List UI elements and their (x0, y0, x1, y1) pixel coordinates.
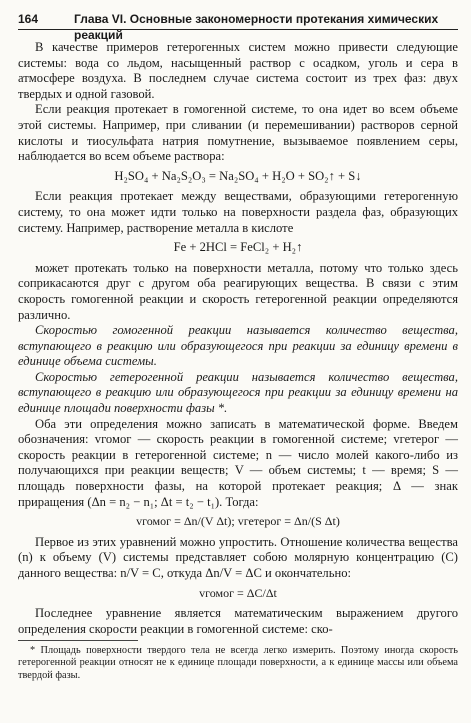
definition-homogeneous-rate: Скоростью гомогенной реакции называется количество вещества, вступающего в реакцию или образующегося при реакции за единицу времени в единице объема системы. (18, 323, 458, 369)
equation-rates: vгомог = Δn/(V Δt); vгетерог = Δn/(S Δt) (136, 514, 340, 529)
chapter-title: Глава VI. Основные закономерности протекания химических реакций (74, 12, 439, 42)
paragraph-homogeneous-reaction: Если реакция протекает в гомогенной системе, то она идет во всем объеме этой системы. Например, при сливании (и перемешивании) растворов серной кислоты и тиосульфата натрия помутнение, вызываемое появлением серы, наблюдается во всем объеме раствора: (18, 102, 458, 164)
running-header (18, 10, 458, 42)
paragraph-heterogeneous-reaction: Если реакция протекает между веществами, образующими гетерогенную систему, то она может идти только на поверхности раздела фаз, образующих систему. Например, растворение металла в кислоте (18, 189, 458, 235)
equation-concentration-rate: vгомог = ΔC/Δt (199, 585, 277, 600)
paragraph-final: Последнее уравнение является математическим выражением другого определения скорости реакции в гомогенной системе: ско- (18, 606, 458, 636)
paragraph-heterogeneous-examples: В качестве примеров гетерогенных систем можно привести следующие системы: вода со льдом, насыщенный раствор с осадком, уголь и сера в атмосфере воздуха. В последнем случае система состоит из трех фаз: двух твердых и одной газовой. (18, 40, 458, 101)
equation-thiosulfate: H₂SO₄ + Na₂S₂O₃ = Na₂SO₄ + H₂O + SO₂↑ + S↓ (114, 168, 362, 183)
paragraph-surface-reaction: может протекать только на поверхности металла, потому что только здесь соприкасаются друг с другом оба реагирующих вещества. В связи с этим скорость гомогенной реакции и скорость гетерогенной реакции определяются различно. (18, 260, 458, 322)
footnote-divider (18, 640, 138, 641)
equation-iron-hcl: Fe + 2HCl = FeCl₂ + H₂↑ (173, 240, 303, 255)
page-body (18, 40, 458, 637)
page-number: 164 (18, 12, 39, 26)
paragraph-simplification: Первое из этих уравнений можно упростить. Отношение количества вещества (n) к объему (V) системы представляет собою молярную концентрацию (C) данного вещества: n/V = C, откуда Δn/V = ΔC и окончательно: (18, 534, 458, 580)
definition-heterogeneous-rate: Скоростью гетерогенной реакции называется количество вещества, вступающего в реакцию или образующегося при реакции за единицу времени на единице площади поверхности фазы *. (18, 369, 458, 416)
paragraph-notation: Оба эти определения можно записать в математической форме. Введем обозначения: vгомог — скорость реакции в гомогенной системе; vгетерог — скорость реакции в гетерогенной системе; n — число молей какого-либо из получающихся при реакции веществ; V — объем системы; t — время; S — площадь поверхности фазы, на которой протекает реакция; Δ — знак приращения (Δn = n₂ − n₁; Δt = t₂ − t₁). Тогда: (18, 416, 458, 509)
footnote: * Площадь поверхности твердого тела не всегда легко измерить. Поэтому иногда скорость гетерогенной реакции относят не к единице площади поверхности, а к единице массы или объема твердой фазы. (18, 645, 458, 681)
